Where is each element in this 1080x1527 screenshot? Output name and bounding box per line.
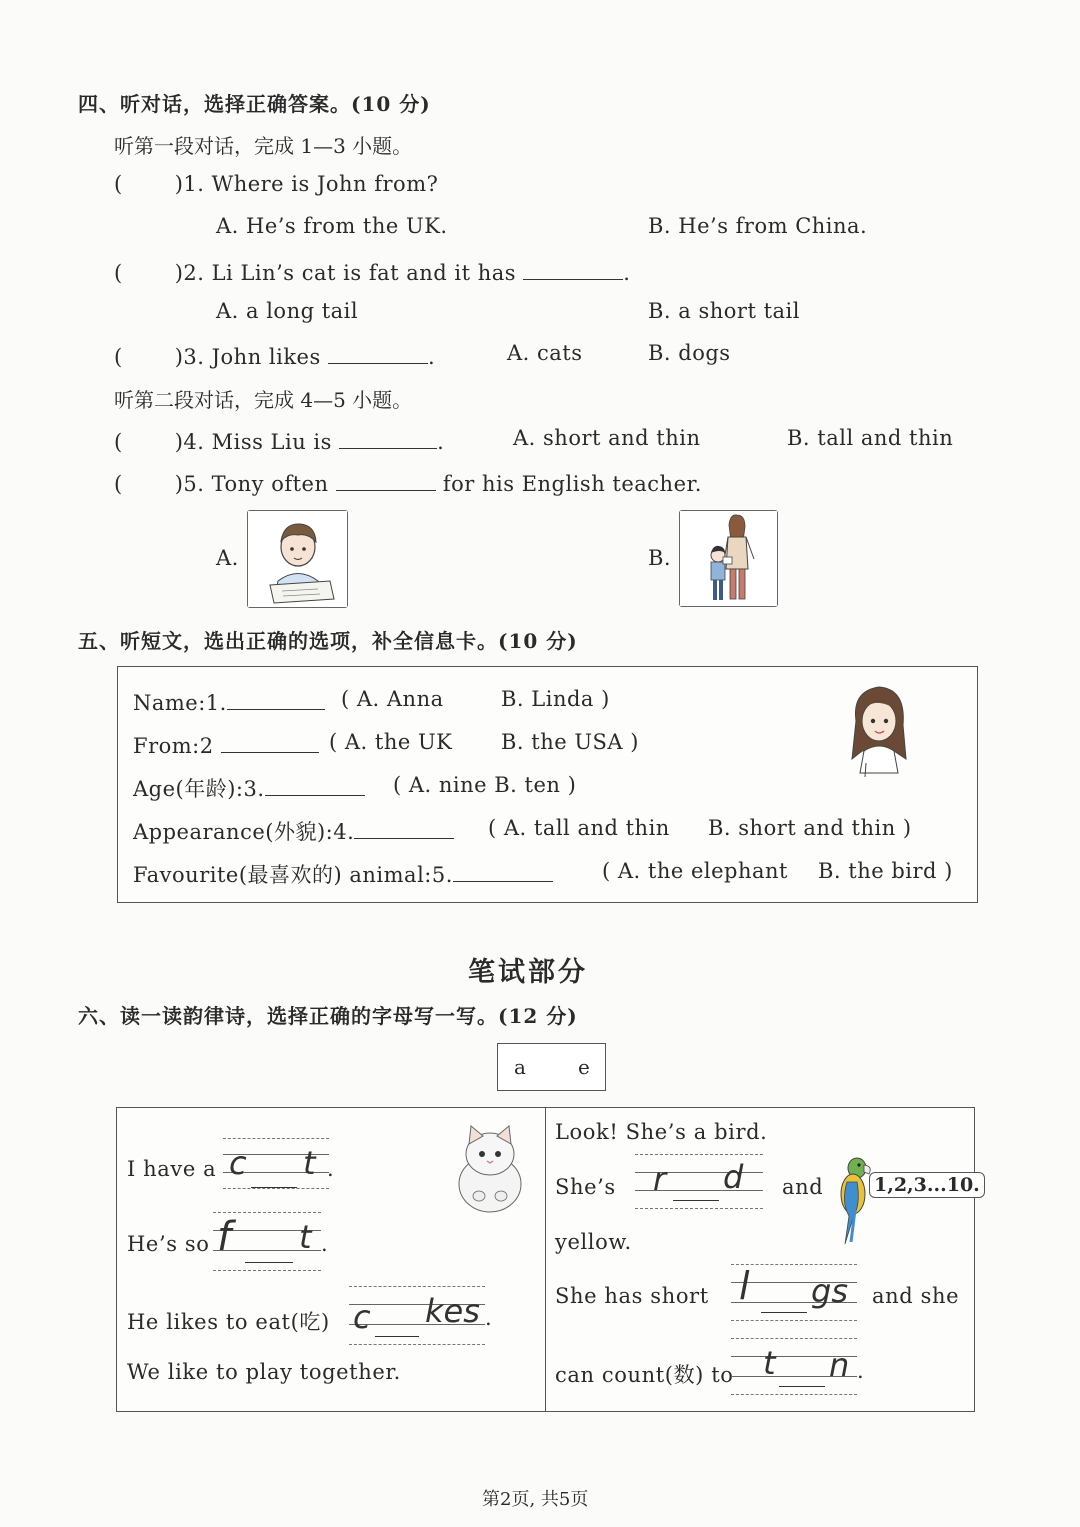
left-line-2-letter-1: f	[217, 1214, 232, 1260]
girl-portrait-icon	[846, 681, 912, 777]
card-blank-4[interactable]	[354, 816, 454, 839]
left-line-4-text: We like to play together.	[127, 1360, 401, 1384]
card-row-name: Name:1.	[133, 687, 325, 715]
right-line-2-answer-blank[interactable]	[673, 1200, 719, 1201]
written-part-title: 笔试部分	[468, 957, 588, 988]
card-row-age: Age(年龄):3.	[133, 773, 365, 803]
q4-blank	[339, 426, 437, 449]
left-line-1-letter-1: c	[229, 1144, 247, 1182]
left-line-3-letter-2: kes	[425, 1292, 480, 1330]
section6-heading: 六、读一读韵律诗，选择正确的字母写一写。(12 分)	[78, 1004, 578, 1028]
poem-divider	[545, 1108, 546, 1411]
right-line-2-letter-1: r	[653, 1160, 667, 1198]
right-line-2-text: She’s	[555, 1175, 616, 1199]
q4-option-a: A. short and thin	[513, 426, 701, 450]
right-line-3-text: yellow.	[555, 1230, 632, 1254]
card-row-appearance: Appearance(外貌):4.	[133, 816, 454, 846]
left-line-3-text: He likes to eat(吃)	[127, 1310, 330, 1334]
right-line-5-letter-2: n	[829, 1346, 850, 1384]
right-line-1-text: Look! She’s a bird.	[555, 1120, 768, 1144]
q3-option-b: B. dogs	[648, 341, 731, 365]
right-line-4-tail: and she	[872, 1284, 960, 1308]
left-line-2-text: He’s so	[127, 1232, 210, 1256]
letter-choice-a: a	[514, 1055, 526, 1079]
q5-option-a-image[interactable]	[247, 510, 348, 608]
left-line-1-letter-2: t	[303, 1144, 316, 1182]
right-line-5-answer-blank[interactable]	[779, 1386, 825, 1387]
right-line-2-letter-2: d	[723, 1158, 744, 1196]
card-blank-3[interactable]	[265, 773, 365, 796]
q1-option-a: A. He’s from the UK.	[216, 214, 448, 238]
q5-option-a-label: A.	[216, 546, 239, 570]
card-row-from: From:2	[133, 730, 319, 758]
question-1: ( )1. Where is John from?	[114, 172, 439, 196]
parrot-icon	[831, 1152, 879, 1250]
letter-choice-e: e	[578, 1055, 590, 1079]
card-row-appearance-option-a: ( A. tall and thin	[488, 816, 670, 840]
card-row-name-option-a: ( A. Anna	[341, 687, 444, 711]
parrot-speech-bubble: 1,2,3...10.	[869, 1172, 985, 1198]
letter-choice-box	[497, 1043, 606, 1091]
q5-option-b-label: B.	[648, 546, 672, 570]
q5-blank	[336, 468, 436, 491]
q2-option-a: A. a long tail	[216, 299, 359, 323]
q2-option-b: B. a short tail	[648, 299, 800, 323]
q1-option-b: B. He’s from China.	[648, 214, 868, 238]
card-row-from-option-a: ( A. the UK	[329, 730, 453, 754]
left-line-3-letter-1: c	[353, 1298, 371, 1336]
left-line-2-answer-blank[interactable]	[245, 1262, 293, 1263]
right-line-4-answer-blank[interactable]	[761, 1312, 807, 1313]
right-line-4-letter-1: l	[739, 1264, 750, 1308]
left-line-1-answer-blank[interactable]	[251, 1187, 297, 1188]
q3-blank	[328, 341, 428, 364]
card-blank-2[interactable]	[221, 730, 319, 753]
fat-cat-icon	[455, 1122, 525, 1214]
card-row-favourite-option-b: B. the bird )	[818, 859, 953, 883]
card-row-name-option-b: B. Linda )	[501, 687, 610, 711]
dialogue2-intro: 听第二段对话，完成 4—5 小题。	[114, 388, 413, 412]
q4-option-b: B. tall and thin	[787, 426, 954, 450]
q5-option-b-image[interactable]	[679, 510, 778, 607]
question-5: ( )5. Tony often for his English teacher.	[114, 468, 702, 496]
page-footer: 第2页, 共5页	[482, 1489, 589, 1510]
info-card	[117, 666, 978, 903]
right-line-5-text: can count(数) to	[555, 1363, 734, 1387]
dialogue1-intro: 听第一段对话，完成 1—3 小题。	[114, 134, 413, 158]
card-row-age-options: ( A. nine B. ten )	[393, 773, 577, 797]
card-row-appearance-option-b: B. short and thin )	[708, 816, 912, 840]
right-line-2-and: and	[782, 1175, 824, 1199]
q2-blank	[523, 257, 623, 280]
right-line-4-text: She has short	[555, 1284, 709, 1308]
rhyme-poem-table: I have a c t . He’s so f t . He likes to eat(吃) c kes . We like to play together. Look! She’s a bird. She’s r d and 1,2,3...10. yellow. She has short l gs and she can count(数) to t n .	[116, 1107, 975, 1412]
section5-heading: 五、听短文，选出正确的选项，补全信息卡。(10 分)	[78, 629, 578, 653]
left-line-2-letter-2: t	[299, 1218, 312, 1256]
card-row-favourite: Favourite(最喜欢的) animal:5.	[133, 859, 553, 889]
boy-giving-card-to-teacher-icon	[680, 511, 777, 606]
card-blank-5[interactable]	[453, 859, 553, 882]
question-3: ( )3. John likes .	[114, 341, 435, 369]
right-line-5-letter-1: t	[763, 1344, 776, 1382]
boy-writing-card-icon	[248, 511, 347, 607]
q3-option-a: A. cats	[507, 341, 583, 365]
card-row-from-option-b: B. the USA )	[501, 730, 639, 754]
card-blank-1[interactable]	[227, 687, 325, 710]
question-4: ( )4. Miss Liu is .	[114, 426, 444, 454]
section4-heading: 四、听对话，选择正确答案。(10 分)	[78, 92, 431, 116]
question-2: ( )2. Li Lin’s cat is fat and it has .	[114, 257, 630, 285]
card-row-favourite-option-a: ( A. the elephant	[602, 859, 788, 883]
left-line-3-answer-blank[interactable]	[375, 1336, 419, 1337]
right-line-4-letter-2: gs	[811, 1272, 848, 1310]
left-line-1-text: I have a	[127, 1157, 217, 1181]
